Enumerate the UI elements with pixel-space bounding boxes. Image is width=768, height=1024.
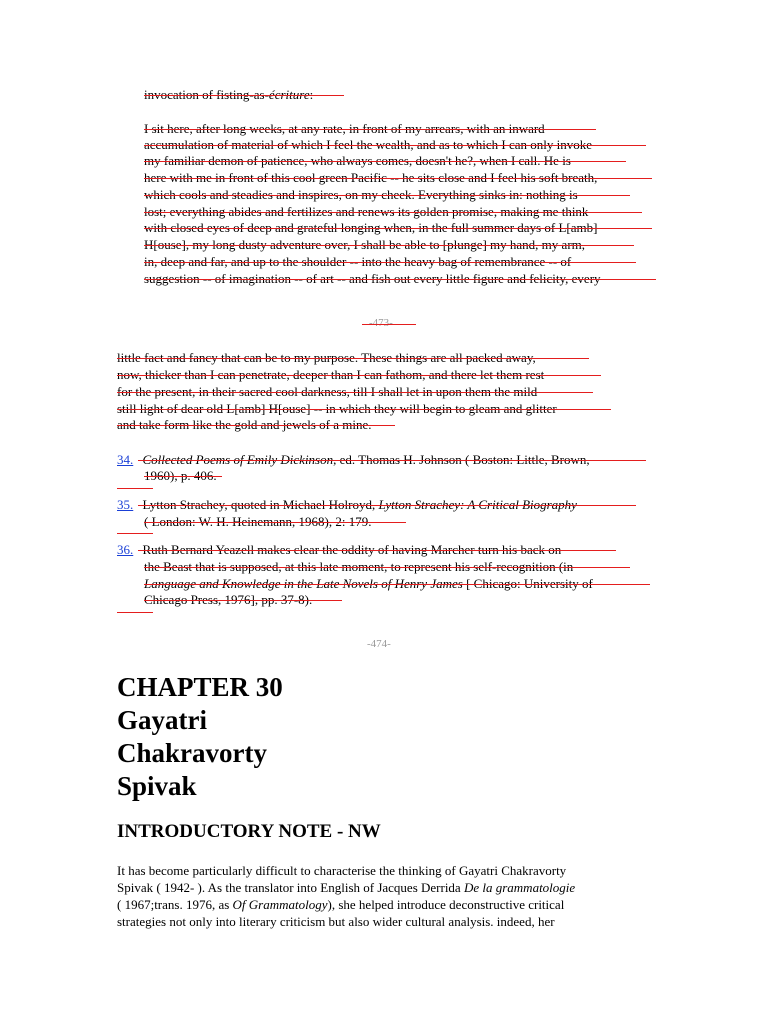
strike-line	[138, 460, 646, 461]
strike-line	[144, 129, 596, 130]
footnote-text: Ruth Bernard Yeazell makes clear the oddity of having Marcher turn his back on	[142, 542, 562, 557]
strike-line	[144, 145, 646, 146]
strike-line	[144, 212, 642, 213]
quote-line: in, deep and far, and up to the shoulder -- into the heavy bag of remembrance -- of	[144, 254, 572, 269]
strike-line	[144, 600, 342, 601]
footnote-text: , ed. Thomas H. Johnson ( Boston: Little, Brown,	[333, 452, 590, 467]
strike-line	[117, 425, 395, 426]
quote-line: still light of dear old L[amb] H[ouse] -- in which they will begin to gleam and glitter	[117, 401, 557, 416]
footnote-34-link[interactable]: 34.	[117, 452, 134, 467]
strike-line	[144, 161, 626, 162]
body-text: ( 1967;trans. 1976, as	[117, 897, 233, 912]
quote-line: now, thicker than I can penetrate, deeper than I can fathom, and there let them rest	[117, 367, 545, 382]
quote-line: which cools and steadies and inspires, on my cheek. Everything sinks in: nothing is	[144, 187, 578, 202]
strike-line	[117, 409, 611, 410]
quote-lead-italic: écriture	[268, 87, 310, 102]
footnote-underline	[117, 533, 153, 534]
body-line: strategies not only into literary criticism but also wider cultural analysis. indeed, her	[117, 914, 555, 929]
quote-line: my familiar demon of patience, who always comes, doesn't he?, when I call. He is	[144, 153, 571, 168]
footnote-underline	[117, 488, 153, 489]
page-number: -473-	[369, 317, 393, 329]
strike-line	[138, 550, 616, 551]
strike-line	[144, 195, 630, 196]
footnote-text: Collected Poems of Emily Dickinson	[142, 452, 334, 467]
page-number: -474-	[367, 638, 391, 650]
footnote-text: Lytton Strachey: A Critical Biography	[378, 497, 577, 512]
quote-line: for the present, in their sacred cool darkness, till I shall let in upon them the mild	[117, 384, 538, 399]
quote-line: with closed eyes of deep and grateful longing when, in the full summer days of L[amb]	[144, 220, 598, 235]
strike-line	[144, 228, 652, 229]
footnote-36-link[interactable]: 36.	[117, 542, 134, 557]
strike-line	[144, 178, 652, 179]
strike-line	[144, 522, 406, 523]
body-text: ), she helped introduce deconstructive critical	[327, 897, 565, 912]
quote-line: suggestion -- of imagination -- of art -- and fish out every little figure and felicity, every	[144, 271, 601, 286]
body-line: It has become particularly difficult to characterise the thinking of Gayatri Chakravorty	[117, 863, 567, 878]
chapter-author: Spivak	[117, 771, 197, 801]
strike-line	[144, 245, 634, 246]
quote-line: lost; everything abides and fertilizes and renews its golden promise, making me think	[144, 204, 589, 219]
chapter-number: CHAPTER 30	[117, 672, 283, 702]
body-text: Spivak ( 1942- ). As the translator into English of Jacques Derrida	[117, 880, 464, 895]
strike-line	[117, 358, 589, 359]
strike-line	[144, 279, 656, 280]
footnote-text: the Beast that is supposed, at this late moment, to represent his self-recognition (in	[144, 559, 574, 574]
strike-line	[138, 505, 636, 506]
strike-line	[362, 324, 416, 325]
strike-line	[144, 95, 344, 96]
footnote-text: 1960), p. 406.	[144, 468, 217, 483]
footnote-35-link[interactable]: 35.	[117, 497, 134, 512]
strike-line	[144, 567, 630, 568]
quote-line: and take form like the gold and jewels of a mine.	[117, 417, 372, 432]
strike-line	[144, 262, 636, 263]
footnote-underline	[117, 612, 153, 613]
strike-line	[144, 476, 222, 477]
footnote-text: Chicago Press, 1976], pp. 37-8).	[144, 592, 313, 607]
quote-line: accumulation of material of which I feel the wealth, and as to which I can only invoke	[144, 137, 592, 152]
chapter-author: Chakravorty	[117, 738, 267, 768]
body-text: De la grammatologie	[463, 880, 576, 895]
footnote-text: Lytton Strachey, quoted in Michael Holroyd,	[142, 497, 379, 512]
quote-line: H[ouse], my long dusty adventure over, I shall be able to [plunge] my hand, my arm,	[144, 237, 586, 252]
strike-line	[117, 375, 601, 376]
quote-lead-text: invocation of fisting-as-	[144, 87, 269, 102]
section-heading: INTRODUCTORY NOTE - NW	[117, 821, 381, 842]
quote-lead-end: :	[309, 87, 314, 102]
body-text: Of Grammatology	[232, 897, 328, 912]
quote-line: I sit here, after long weeks, at any rate, in front of my arrears, with an inward	[144, 121, 545, 136]
quote-line: little fact and fancy that can be to my purpose. These things are all packed away,	[117, 350, 536, 365]
quote-line: here with me in front of this cool green Pacific -- he sits close and I feel his soft breath,	[144, 170, 598, 185]
strike-line	[117, 392, 593, 393]
strike-line	[144, 584, 650, 585]
footnote-text: ( London: W. H. Heinemann, 1968), 2: 179.	[144, 514, 372, 529]
footnote-text: Language and Knowledge in the Late Novels of Henry James	[144, 576, 463, 591]
chapter-heading	[117, 671, 283, 803]
body-line	[117, 897, 564, 913]
footnote-text: [ Chicago: University of	[462, 576, 593, 591]
chapter-author: Gayatri	[117, 705, 207, 735]
body-line	[117, 880, 575, 896]
